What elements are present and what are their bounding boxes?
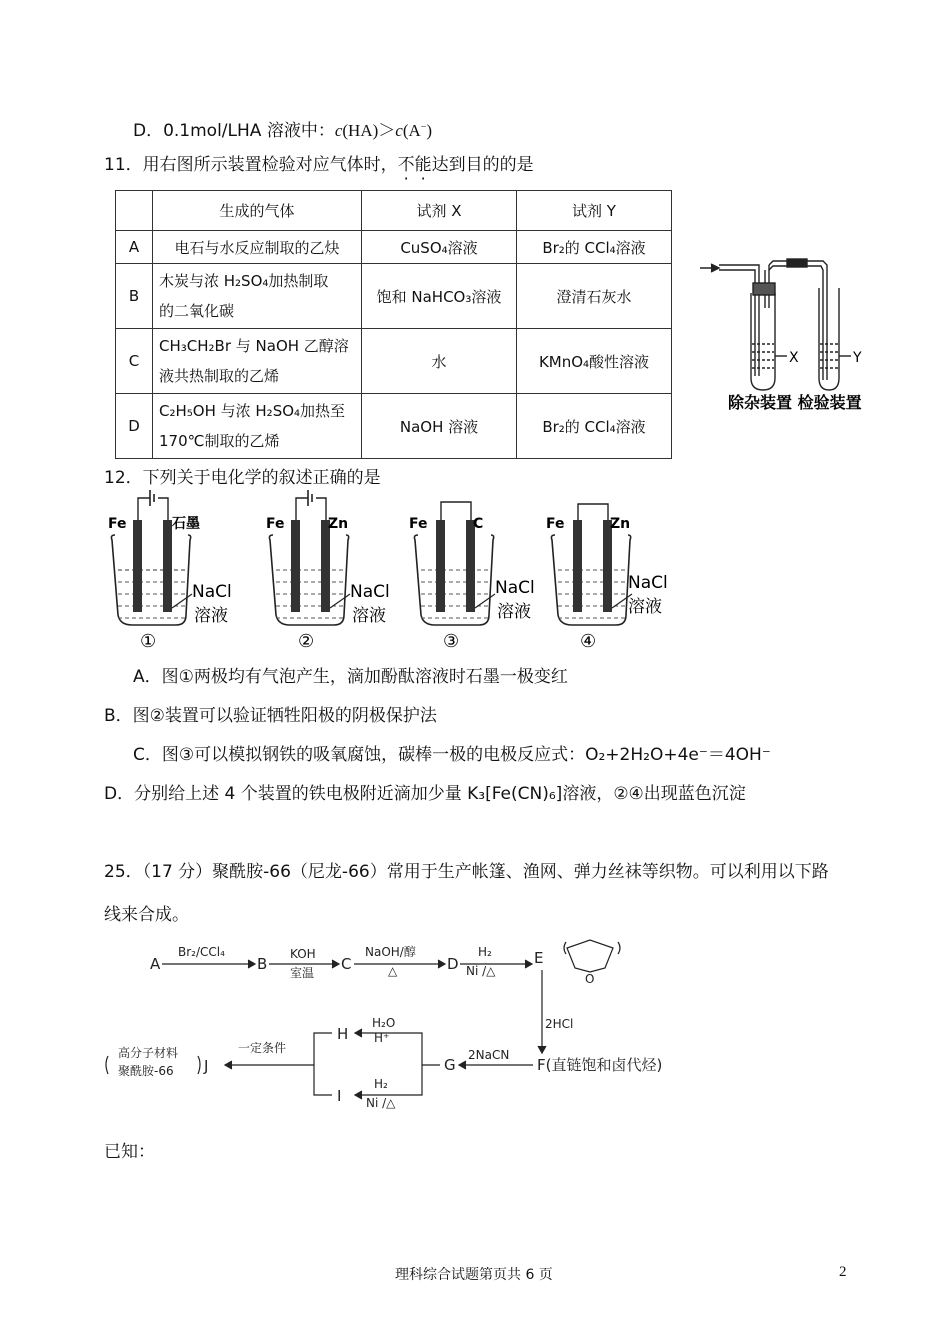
q10d-c1: c [334,121,343,140]
cell-3-num: ③ [443,631,460,652]
q11-table [115,190,672,459]
header-y: 试剂 Y [517,191,672,231]
gas-line1: C₂H₅OH 与浓 H₂SO₄加热至 [159,402,346,420]
q10d-mid: (HA)＞ [342,121,396,140]
reagent-r5: 2HCl [545,1017,574,1031]
cell-1-right: 石墨 [172,516,200,532]
cell-2-left: Fe [266,516,285,532]
q10d-sup: − [420,122,427,133]
node-i: I [337,1087,342,1105]
reagent-r8a: H₂ [374,1077,388,1091]
j-desc-line1: 高分子材料 [118,1046,179,1060]
cell-4-sol2: 溶液 [628,597,662,617]
reagent-r4b: Ni /△ [466,964,496,978]
q11-stem [104,150,534,175]
reagent-x-label: X [789,350,799,366]
reagent-r3a: NaOH/醇 [365,945,416,959]
q12-option-b: B．图②装置可以验证牺牲阳极的阴极保护法 [104,706,437,726]
row-label: B [116,264,153,329]
row-x: 水 [362,329,517,394]
cell-1-sol2: 溶液 [194,606,228,626]
q10d-close: ) [426,121,433,140]
reagent-r4a: H₂ [478,945,492,959]
q12-option-a: A．图①两极均有气泡产生，滴加酚酞溶液时石墨一极变红 [133,667,568,687]
node-j: J [204,1057,209,1075]
gas-line1: CH₃CH₂Br 与 NaOH 乙醇溶 [159,337,349,355]
cell-2 [266,490,390,652]
q10d-label: D．0.1mol/LHA 溶液中： [133,121,335,141]
table-corner [116,191,153,231]
cell-3-right: C [473,516,484,532]
table-row [116,329,672,394]
row-label: C [116,329,153,394]
cell-1-num: ① [140,631,157,652]
apparatus-caption: 除杂装置 检验装置 [728,393,862,412]
cell-2-num: ② [298,631,315,652]
j-desc-line2: 聚酰胺-66 [118,1064,174,1078]
footer-center: 理科综合试题第页共 6 页 [395,1267,553,1283]
row-y: Br₂的 CCl₄溶液 [517,231,672,264]
q10d-c2: c [395,121,403,140]
row-x: CuSO₄溶液 [362,231,517,264]
cell-1 [108,490,232,652]
q11-apparatus-diagram [695,248,895,418]
reagent-r2a: KOH [290,947,316,961]
cell-3-sol1: NaCl [495,578,535,598]
reagent-r7a: H₂O [372,1016,396,1030]
node-a: A [150,955,161,973]
q11-suffix: 达到目的的是 [431,155,534,175]
gas-line1: 木炭与浓 H₂SO₄加热制取 [159,272,329,290]
q12-option-c: C．图③可以模拟钢铁的吸氧腐蚀，碳棒一极的电极反应式：O₂+2H₂O+4e⁻＝4OH⁻ [133,745,771,765]
node-b: B [257,955,268,973]
row-label: D [116,394,153,459]
q11-prefix: 11．用右图所示装置检验对应气体时， [104,155,398,175]
cell-4 [546,504,668,652]
node-h: H [337,1025,349,1043]
row-y: 澄清石灰水 [517,264,672,329]
reagent-r7b: H⁺ [374,1031,390,1045]
cell-4-num: ④ [580,631,597,652]
q25-known: 已知： [104,1142,155,1162]
q11-emph1: 不 [397,155,415,175]
cell-3-sol2: 溶液 [497,602,531,622]
cell-4-left: Fe [546,516,565,532]
cell-2-sol1: NaCl [350,582,390,602]
table-row [116,264,672,329]
row-gas [153,264,362,329]
cell-3 [409,502,535,652]
q25-stem-line1: 25．（17 分）聚酰胺-66（尼龙-66）常用于生产帐篷、渔网、弹力丝袜等织物。可以利用以下路 [104,862,829,882]
row-y: KMnO₄酸性溶液 [517,329,672,394]
ring-oxygen: O [585,972,595,986]
cell-2-right: Zn [328,516,349,532]
node-c: C [341,955,352,973]
q12-electrochem-figure [100,490,680,655]
row-y: Br₂的 CCl₄溶液 [517,394,672,459]
reagent-r2b: 室温 [290,966,315,980]
q10-option-d [133,116,432,141]
reagent-r9: 一定条件 [238,1041,287,1055]
reagent-r3b: △ [388,964,398,978]
table-row [116,394,672,459]
node-d: D [447,955,459,973]
cell-3-left: Fe [409,516,428,532]
reagent-r1: Br₂/CCl₄ [178,945,225,959]
q12-option-d: D．分别给上述 4 个装置的铁电极附近滴加少量 K₃[Fe(CN)₆]溶液，②④出现蓝色沉淀 [104,784,746,804]
q11-emph2: 能 [414,155,432,175]
q12-stem: 12．下列关于电化学的叙述正确的是 [104,468,381,488]
cell-1-sol1: NaCl [192,582,232,602]
cell-4-sol1: NaCl [628,573,668,593]
cell-4-right: Zn [610,516,631,532]
row-gas [153,394,362,459]
node-e: E [534,949,544,967]
reagent-r6: 2NaCN [468,1048,510,1062]
q25-stem-line2: 线来合成。 [104,905,189,925]
q10d-tail: (A [402,121,421,140]
node-g: G [444,1056,456,1074]
page-number: 2 [839,1264,847,1280]
table-row [116,231,672,264]
row-gas [153,329,362,394]
cell-1-left: Fe [108,516,127,532]
header-x: 试剂 X [362,191,517,231]
node-f: F(直链饱和卤代烃) [537,1056,663,1074]
row-label: A [116,231,153,264]
cell-2-sol2: 溶液 [352,606,386,626]
reagent-y-label: Y [853,350,862,366]
gas-line2: 170℃制取的乙烯 [159,432,280,450]
gas-line2: 的二氧化碳 [159,302,235,320]
q25-synthesis-scheme [100,930,720,1115]
header-gas: 生成的气体 [153,191,362,231]
reagent-r8b: Ni /△ [366,1096,396,1110]
gas-line2: 液共热制取的乙烯 [159,367,280,385]
row-x: NaOH 溶液 [362,394,517,459]
row-x: 饱和 NaHCO₃溶液 [362,264,517,329]
row-gas: 电石与水反应制取的乙炔 [153,231,362,264]
